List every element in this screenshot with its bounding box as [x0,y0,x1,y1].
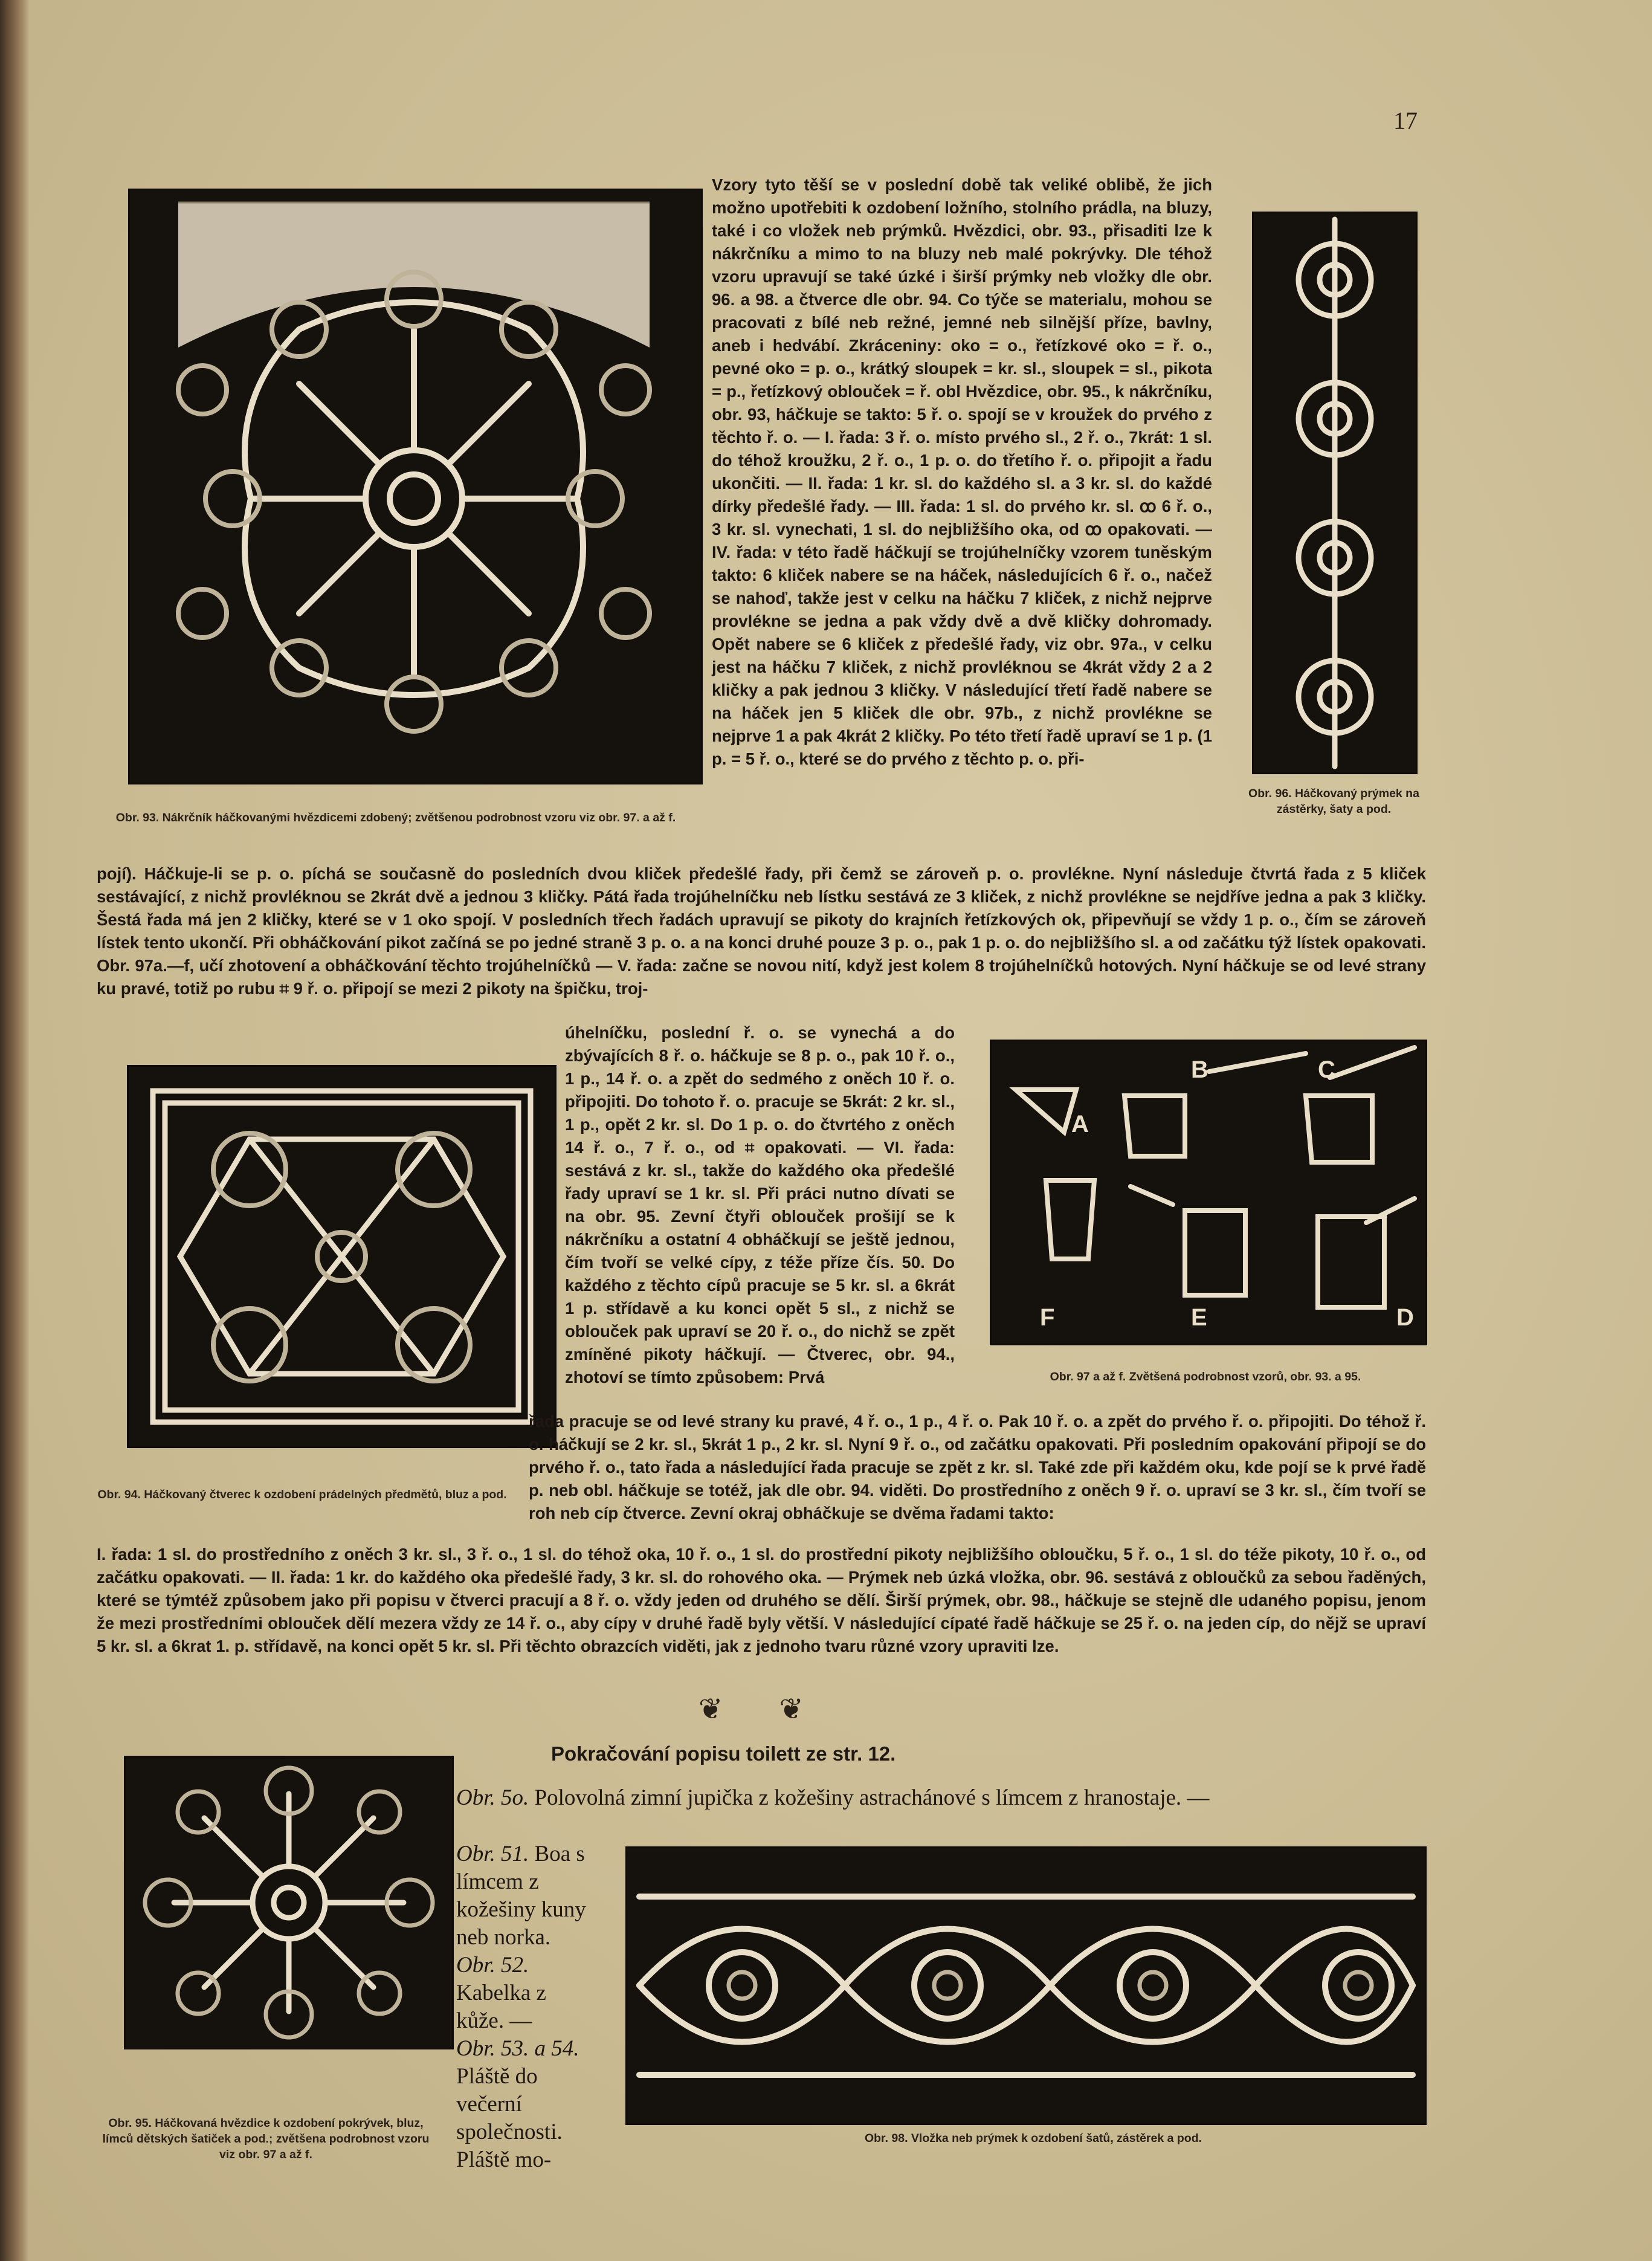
intro-column [712,173,1212,771]
intro-text: Vzory tyto těší se v poslední době tak veliké oblibě, že jich možno upotřebiti k ozdobení ložního, stolního prádla, na bluzy, také i co vložek neb prýmků. Hvězdici, obr. 93., přisaditi lze k nákrčníku a mimo to na bluzy neb malé pokrývky. Dle téhož vzoru upravují se také úzké i širší prýmky neb vložky dle obr. 96. a 98. a čtverce dle obr. 94. Co týče se materialu, mohou se pracovati z bílé neb režné, jemné neb silnější příze, bavlny, aneb i hedvábí. Zkráceniny: oko = o., řetízkové oko = ř. o., pevné oko = p. o., krátký sloupek = kr. sl., sloupek = sl., pikota = p., řetízkový oblouček = ř. obl Hvězdice, obr. 95., k nákrčníku, obr. 93, háčkuje se takto: 5 ř. o. spojí se v kroužek do prvého z těchto ř. o. — I. řada: 3 ř. o. místo prvého sl., 2 ř. o., 7krát: 1 sl. do téhož kroužku, 2 ř. o., 1 p. o. do třetího ř. o. připojit a řadu ukončiti. — II. řada: 1 kr. sl. do každého sl. a 3 kr. sl. do každé dírky předešlé řady. — III. řada: 1 sl. do prvého kr. sl. ꝏ 6 ř. o., 3 kr. sl. vynechati, 1 sl. do nejbližšího oka, od ꝏ opakovati. — IV. řada: v této řadě háčkují se trojúhelníčky vzorem tuněským takto: 6 kliček nabere se na háček, následujících 6 ř. o., načež se nahoď, takže jest v celku na háčku 7 kliček, z nichž nejprve provlékne se jedna a pak vždy dvě a dvě kličky dohromady. Opět nabere se 6 kliček z předešlé řady, viz obr. 97a., v celku jest na háčku 7 kliček, z nichž provléknou se 4krát vždy 2 a 2 kličky a pak jednou 3 kličky. V následující třetí řadě nabere se na háček jen 5 kliček dle obr. 97b., z nichž provlékne se nejprve 1 a pak 4krát 2 kličky. Po této třetí řadě upraví se 1 p. (1 p. = 5 ř. o., které se do prvého z těchto p. o. při- [712,175,1212,768]
ref-obr-50: Obr. 5o. [456,1785,529,1810]
stitch-label-b: B [1191,1056,1208,1083]
caption-fig-96: Obr. 96. Háčkovaný prýmek na zástěrky, šaty a pod. [1248,787,1419,816]
decorative-ornament: ❦ ❦ [699,1693,828,1726]
body-text-1: pojí). Háčkuje-li se p. o. píchá se současně do posledních dvou kliček předešlé řady, při čemž se zároveň p. o. provlékne. Nyní následuje čtvrtá řada z 5 kliček sestávající, z nichž provléknou se 2krát dvě a jednou 3 kličky. Pátá řada trojúhelníčku neb lístku sestává ze 3 kliček, z nichž provlékne se nejdříve jedna a pak 3 kličky. Šestá řada má jen 2 kličky, které se v 1 oko spojí. V posledních třech řadách upravují se pikoty do krajních řetízkových ok, připevňují se vždy 1 p. o., čím se zároveň lístek tento ukončí. Při obháčkování pikot začíná se po jedné straně 3 p. o. a na konci druhé pouze 3 p. o., pak 1 p. o. do nejbližšího sl. a od začátku týž lístek opakovati. Obr. 97a.—f, učí zhotovení a obháčkování těchto trojúhelníčků — V. řada: začne se novou nití, když jest kolem 8 trojúhelníčků hotových. Nyní háčkuje se od levé strany ku pravé, totiž po rubu ⌗ 9 ř. o. připojí se mezi 2 pikoty na špičku, troj- [97,864,1426,998]
caption-fig-97: Obr. 97 a až f. Zvětšená podrobnost vzorů, obr. 93. a 95. [1050,1370,1361,1383]
stitch-label-a: A [1071,1111,1089,1137]
crochet-insertion-image [627,1848,1425,2123]
continuation-item: Obr. 52. Kabelka z kůže. — [456,1953,546,2033]
continuation-item: Obr. 53. a 54. Pláště do večerní společnosti. Pláště mo- [456,2036,579,2172]
caption-fig-95: Obr. 95. Háčkovaná hvězdice k ozdobení pokrývek, bluz, límců dětských šatiček a pod.; zvětšena podrobnost vzoru viz obr. 97 a až f. [102,2117,430,2161]
stitch-label-e: E [1191,1304,1207,1331]
figure-98-photo [625,1846,1427,2125]
stitch-label-d: D [1396,1304,1414,1331]
crochet-stitch-detail-image [992,1041,1425,1344]
crochet-trim-vertical-image [1254,213,1416,772]
stitch-label-f: F [1040,1304,1055,1331]
figure-96-photo [1252,212,1418,774]
caption-fig-93: Obr. 93. Nákrčník háčkovanými hvězdicemi zdobený; zvětšenou podrobnost vzoru viz obr. 97. a až f. [115,811,676,824]
stitch-label-c: C [1318,1056,1335,1083]
crochet-square-image [129,1067,555,1446]
book-binding [0,0,29,2261]
figure-95-photo [124,1756,454,2049]
page-number: 17 [1393,107,1418,134]
caption-fig-98: Obr. 98. Vložka neb prýmek k ozdobení šatů, zástěrek a pod. [864,2132,1202,2145]
continuation-line-1 [456,1784,1423,1812]
continuation-list [456,1840,595,2174]
body-text-4: I. řada: 1 sl. do prostředního z oněch 3 kr. sl., 3 ř. o., 1 sl. do téhož oka, 10 ř. o., 1 sl. do prostřední pikoty nejbližšího obloučku, 5 ř. o., 1 sl. do téže pikoty, 10 ř. o., od začátku opakovati. — II. řada: 1 kr. do každého oka předešlé řady, 3 kr. sl. do rohového oka. — Prýmek neb úzká vložka, obr. 96. sestává z obloučků za sebou řaděných, které se týmtéž způsobem jako při popisu v čtverci pracují a 8 ř. o. vždy jeden od druhého se dělí. Širší prýmek, obr. 98., háčkuje se stejně dle udaného popisu, jenom že mezi prostředními oblouček dělí mezera vždy ze 14 ř. o., aby cípy v druhé řadě byly větší. V následující cípaté řadě háčkuje se 25 ř. o. na jeden cíp, do nějž se upraví 5 kr. sl. a 6krat 1. p. střídavě, na konci opět 5 kr. sl. Při těchto obrazcích viděti, jak z jednoho tvaru různé vzory upraviti lze. [97,1545,1426,1655]
desc-obr-50: Polovolná zimní jupička z kožešiny astrachánové s límcem z hranostaje. — [534,1785,1210,1810]
crochet-star-image [126,1758,452,2048]
figure-93-photo [128,189,703,784]
figure-97-photo [990,1040,1427,1345]
figure-94-photo [127,1065,557,1448]
body-text-3: řada pracuje se od levé strany ku pravé, 4 ř. o., 1 p., 4 ř. o. Pak 10 ř. o. a zpět do prvého ř. o. připojiti. Do téhož ř. o. háčkují se 2 kr. sl., 5krát 1 p., 2 kr. sl. Nyní 9 ř. o., od začátku opakovati. Při posledním opakování připojí se do prvého ř. o., tato řada a následující řada pracuje se zpět z kr. sl. Také zde při každém oku, kde pojí se k prvé řadě p. neb obl. háčkuje se totéž, jak dle obr. 94. viděti. Do prostředního z oněch 9 ř. o. upraví se 3 kr. sl., čím tvoří se roh neb cíp čtverce. Zevní okraj obháčkuje se dvěma řadami takto: [529,1412,1426,1522]
caption-fig-94: Obr. 94. Háčkovaný čtverec k ozdobení prádelných předmětů, bluz a pod. [97,1488,507,1501]
body-text-2: úhelníčku, poslední ř. o. se vynechá a do zbývajících 8 ř. o. háčkuje se 8 p. o., pak 10 ř. o., 1 p., 14 ř. o. a zpět do sedmého z oněch 10 ř. o. připojiti. Do tohoto ř. o. pracuje se 5krát: 2 kr. sl., 1 p., opět 2 kr. sl. Do 1 p. o. do čtvrtého z oněch 14 ř. o., 7 ř. o., od ⌗ opakovati. — VI. řada: sestává z kr. sl., takže do každého oka předešlé řady upraví se 1 kr. sl. Při práci nutno dívati se na obr. 95. Zevní čtyři oblouček prošijí se k nákrčníku a ostatní 4 obháčkují se ještě jednou, čím tvoří se velké cípy, z téže příze čís. 50. Do každého z těchto cípů pracuje se 5 kr. sl. a 6krát 1 p. střídavě a ku konci opět 5 sl., z nichž se oblouček pak upraví se 20 ř. o., do nichž se zpět zmíněné pikoty háčkují. — Čtverec, obr. 94., zhotoví se tímto způsobem: Prvá [565,1023,955,1386]
continuation-heading: Pokračování popisu toilett ze str. 12. [551,1742,896,1765]
continuation-item: Obr. 51. Boa s límcem z kožešiny kuny neb norka. [456,1842,586,1950]
crochet-star-collar-image [130,190,701,783]
